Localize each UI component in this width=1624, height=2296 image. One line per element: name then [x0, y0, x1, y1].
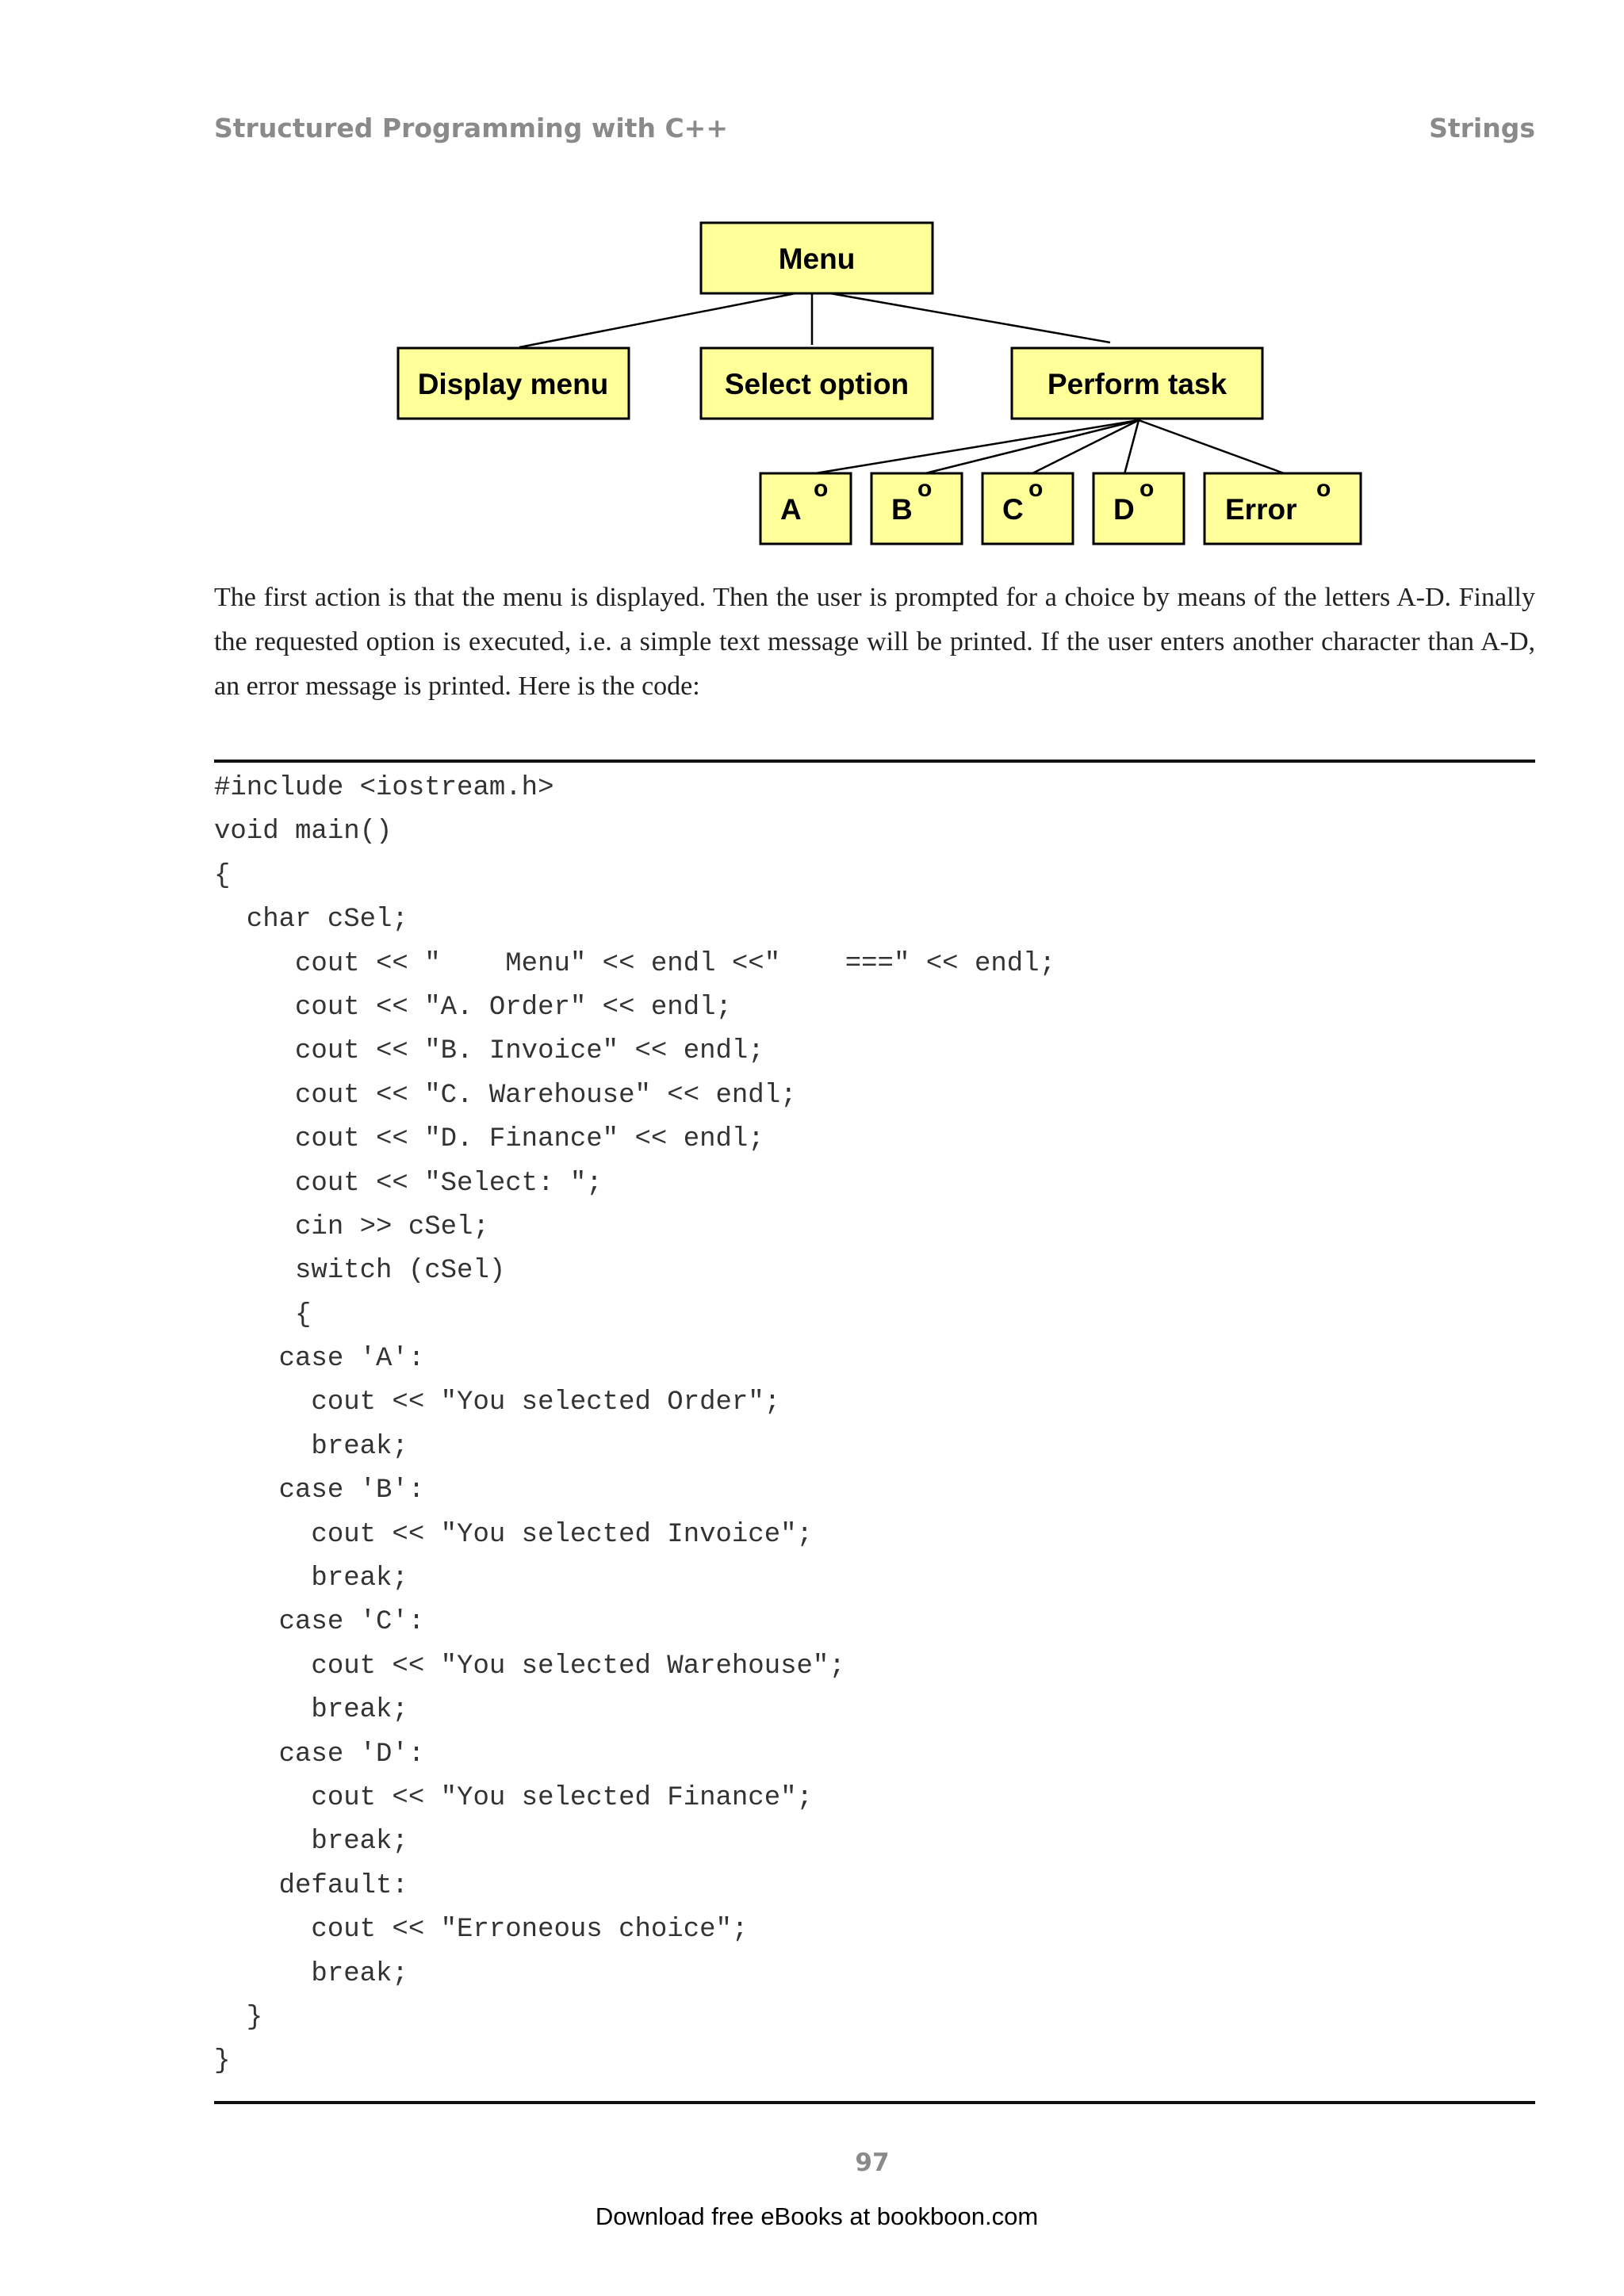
code-line: } — [214, 2046, 231, 2077]
code-line: void main() — [214, 817, 393, 848]
diagram-node-menu — [701, 223, 933, 293]
code-line: } — [214, 2002, 263, 2033]
page-number: 97 — [855, 2149, 890, 2177]
diagram-node-select-option-label: Select option — [724, 368, 910, 400]
diagram-node-display-menu-label: Display menu — [417, 368, 609, 400]
code-line: case 'A': — [214, 1344, 425, 1375]
diagram-node-a-label: A — [780, 493, 802, 526]
code-line: break; — [214, 1958, 408, 1989]
code-line: break; — [214, 1827, 408, 1858]
code-top-rule — [214, 760, 1535, 763]
code-line: { — [214, 860, 231, 891]
diagram-node-b-label: B — [891, 493, 913, 526]
code-line: cout << "Select: "; — [214, 1168, 603, 1199]
diagram-node-c-marker: o — [1028, 476, 1044, 502]
diagram-node-b-marker: o — [917, 476, 933, 502]
connector-perform-d — [1124, 420, 1139, 474]
code-line: cout << "D. Finance" << endl; — [214, 1124, 764, 1155]
code-line: char cSel; — [214, 905, 408, 936]
code-line: cout << "You selected Order"; — [214, 1387, 781, 1418]
code-line: break; — [214, 1563, 408, 1594]
code-line: cout << " Menu" << endl <<" ===" << endl; — [214, 948, 1055, 979]
code-line: cout << "A. Order" << endl; — [214, 992, 732, 1023]
code-line: cout << "You selected Invoice"; — [214, 1519, 813, 1550]
code-line: default: — [214, 1870, 408, 1901]
diagram-node-d-marker: o — [1139, 476, 1155, 502]
intro-paragraph: The first action is that the menu is displayed. Then the user is prompted for a choice by means of the letters A-D. Finally the requested option is executed, i.e. a simple text message will be printed. If the user enters another character than A-D, an error message is printed. Here is the code: — [214, 583, 1535, 701]
code-line: cin >> cSel; — [214, 1211, 489, 1242]
diagram-node-perform-task — [1012, 348, 1262, 419]
menu-structure-diagram — [0, 0, 1624, 571]
diagram-node-menu-label: Menu — [778, 243, 856, 275]
diagram-node-error-label: Error — [1225, 493, 1297, 526]
diagram-node-error — [1205, 473, 1361, 544]
diagram-node-a-marker: o — [814, 476, 829, 502]
diagram-node-error-marker: o — [1316, 476, 1331, 502]
code-line: cout << "Erroneous choice"; — [214, 1915, 749, 1946]
connector-menu-perform — [812, 290, 1110, 342]
diagram-node-d-label: D — [1113, 493, 1135, 526]
code-line: cout << "B. Invoice" << endl; — [214, 1036, 764, 1067]
diagram-node-c — [982, 473, 1073, 544]
code-line: break; — [214, 1431, 408, 1462]
diagram-node-select-option — [701, 348, 933, 419]
code-line: #include <iostream.h> — [214, 773, 554, 803]
code-line: break; — [214, 1695, 408, 1726]
connector-perform-b — [922, 420, 1139, 474]
diagram-node-d — [1094, 473, 1184, 544]
code-listing — [214, 767, 1055, 2084]
code-line: cout << "You selected Finance"; — [214, 1782, 813, 1813]
diagram-node-b — [871, 473, 962, 544]
running-head-chapter: Strings — [1429, 113, 1535, 144]
code-line: case 'B': — [214, 1475, 425, 1506]
code-line: cout << "C. Warehouse" << endl; — [214, 1080, 797, 1111]
diagram-node-c-label: C — [1002, 493, 1024, 526]
connector-perform-a — [810, 420, 1139, 474]
code-line: case 'D': — [214, 1739, 425, 1770]
connector-perform-error — [1139, 420, 1286, 474]
code-line: cout << "You selected Warehouse"; — [214, 1651, 845, 1682]
footer-download-link[interactable]: Download free eBooks at bookboon.com — [595, 2202, 1039, 2230]
running-head-title: Structured Programming with C++ — [214, 113, 728, 144]
diagram-node-display-menu — [398, 348, 629, 419]
code-line: case 'C': — [214, 1607, 425, 1638]
code-line: switch (cSel) — [214, 1256, 506, 1287]
diagram-node-a — [760, 473, 851, 544]
code-line: { — [214, 1299, 312, 1330]
diagram-node-perform-task-label: Perform task — [1047, 368, 1228, 400]
code-bottom-rule — [214, 2101, 1535, 2104]
connector-menu-display — [519, 290, 812, 347]
